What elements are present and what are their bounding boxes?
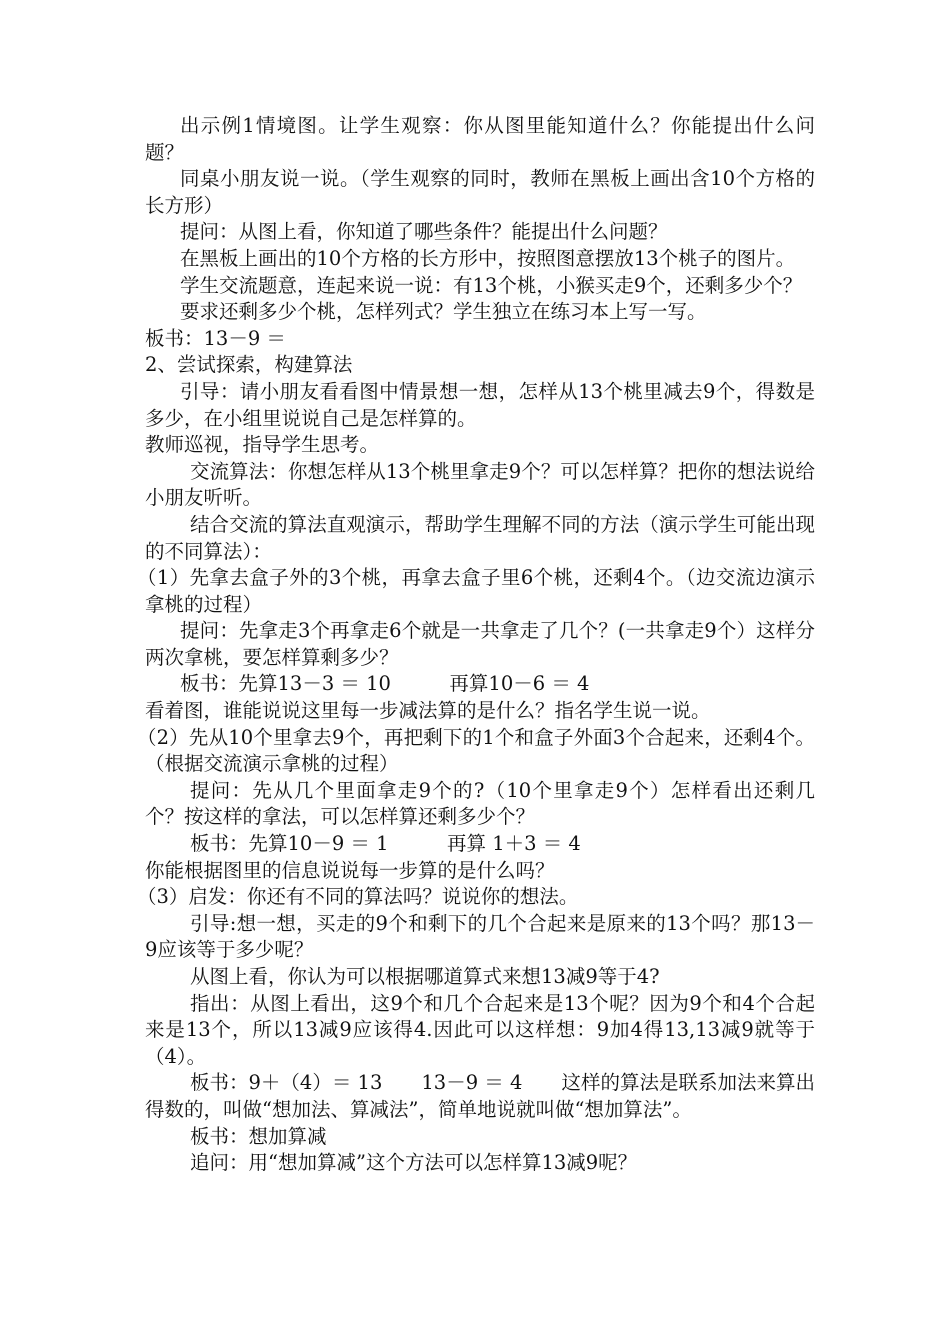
paragraph-method-1: （1）先拿去盒子外的3个桃，再拿去盒子里6个桃，还剩4个。（边交流边演示拿桃的过程） bbox=[137, 566, 815, 616]
paragraph-board-expression: 板书：13－9 ＝ bbox=[145, 326, 286, 350]
paragraph-teacher-patrol: 教师巡视，指导学生思考。 bbox=[145, 433, 380, 457]
paragraph-show-example: 出示例1情境图。让学生观察：你从图里能知道什么？你能提出什么问题？ bbox=[145, 114, 815, 164]
paragraph-explain-steps-2: 你能根据图里的信息说说每一步算的是什么吗？ bbox=[145, 858, 555, 882]
paragraph-question-method-2: 提问：先从几个里面拿走9个的?（10个里拿走9个）怎样看出还剩几个？按这样的拿法，可以怎样算还剩多少个？ bbox=[145, 778, 815, 829]
paragraph-guide: 引导：请小朋友看看图中情景想一想，怎样从13个桃里减去9个，得数是多少，在小组里说说自己是怎样算的。 bbox=[145, 379, 815, 430]
paragraph-method-2: （2）先从10个里拿去9个，再把剩下的1个和盒子外面3个合起来，还剩4个。（根据交流演示拿桃的过程） bbox=[137, 725, 815, 776]
lesson-plan-body bbox=[137, 113, 815, 1177]
paragraph-explain-steps-1: 看着图，谁能说说这里每一步减法算的是什么？指名学生说一说。 bbox=[145, 699, 711, 723]
paragraph-from-picture: 从图上看，你认为可以根据哪道算式来想13减9等于4? bbox=[190, 965, 660, 988]
paragraph-board-method-1: 板书：先算13－3 ＝ 10 再算10－6 ＝ 4 bbox=[180, 672, 590, 696]
paragraph-demonstration: 结合交流的算法直观演示，帮助学生理解不同的方法（演示学生可能出现的不同算法）： bbox=[145, 512, 815, 563]
paragraph-question-method-1: 提问：先拿走3个再拿走6个就是一共拿走了几个？(一共拿走9个）这样分两次拿桃，要怎样算剩多少？ bbox=[145, 619, 815, 669]
paragraph-method-3: （3）启发：你还有不同的算法吗？说说你的想法。 bbox=[137, 885, 579, 909]
paragraph-board-method-2: 板书：先算10－9 ＝ 1 再算 1＋3 ＝ 4 bbox=[190, 832, 581, 856]
paragraph-question-conditions: 提问：从图上看，你知道了哪些条件？能提出什么问题？ bbox=[180, 220, 668, 244]
paragraph-write-expression: 要求还剩多少个桃，怎样列式？学生独立在练习本上写一写。 bbox=[180, 300, 707, 324]
section-heading-explore: 2、尝试探索，构建算法 bbox=[145, 353, 353, 377]
paragraph-guide-think: 引导:想一想，买走的9个和剩下的几个合起来是原来的13个吗？那13－9应该等于多少呢？ bbox=[145, 911, 815, 962]
paragraph-exchange-meaning: 学生交流题意，连起来说一说：有13个桃，小猴买走9个，还剩多少个？ bbox=[180, 273, 803, 297]
paragraph-point-out: 指出：从图上看出，这9个和几个合起来是13个呢？因为9个和4个合起来是13个，所以13减9应该得4.因此可以这样想：9加4得13,13减9就等于（4）。 bbox=[145, 991, 815, 1068]
paragraph-deskmate-discussion: 同桌小朋友说一说。（学生观察的同时，教师在黑板上画出含10个方格的长方形） bbox=[145, 167, 815, 217]
paragraph-draw-rectangle: 在黑板上画出的10个方格的长方形中，按照图意摆放13个桃子的图片。 bbox=[180, 246, 796, 270]
paragraph-board-summary: 板书：想加算减 bbox=[190, 1124, 327, 1148]
paragraph-exchange-algorithm: 交流算法：你想怎样从13个桃里拿走9个？可以怎样算？把你的想法说给小朋友听听。 bbox=[145, 459, 815, 510]
paragraph-board-method-3: 板书：9＋（4）＝ 13 13－9 ＝ 4 这样的算法是联系加法来算出得数的，叫做“想加法、算减法”，简单地说就叫做“想加算法”。 bbox=[145, 1071, 815, 1121]
paragraph-follow-up-question: 追问：用“想加算减”这个方法可以怎样算13减9呢？ bbox=[190, 1151, 638, 1175]
